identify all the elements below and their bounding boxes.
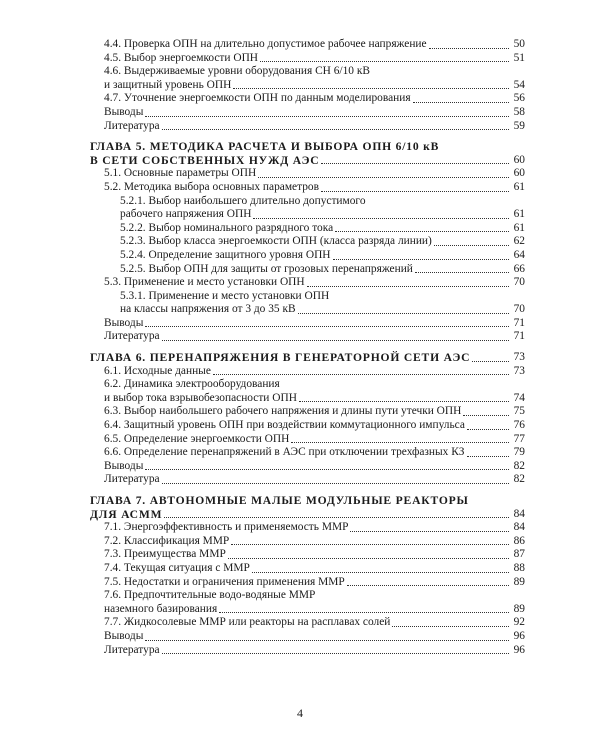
toc-entry-title: 7.1. Энергоэффективность и применяемость ММР [104, 521, 349, 534]
dot-leader [299, 401, 509, 402]
dot-leader [162, 129, 509, 130]
toc-entry-title: 5.2. Методика выбора основных параметров [104, 180, 319, 193]
toc-entry-title: 7.4. Текущая ситуация с ММР [104, 561, 250, 574]
toc-page-number: 82 [513, 459, 525, 472]
dot-leader [467, 456, 510, 457]
toc-entry-title: 6.3. Выбор наибольшего рабочего напряжения и длины пути утечки ОПН [104, 405, 462, 418]
toc-page-number: 96 [513, 643, 525, 656]
dot-leader [145, 326, 509, 327]
dot-leader [333, 259, 509, 260]
toc-entry-title: 5.3. Применение и место установки ОПН [104, 276, 305, 289]
toc-entry-title: Литература [104, 330, 160, 343]
toc-entry-title: на классы напряжения от 3 до 35 кВ [120, 303, 296, 316]
toc-page-number: 51 [513, 51, 525, 64]
dot-leader [233, 88, 509, 89]
toc-entry-title: 6.1. Исходные данные [104, 364, 211, 377]
toc-page-number: 62 [513, 235, 525, 248]
toc-page-number: 89 [513, 602, 525, 615]
toc-entry [70, 195, 525, 222]
toc-page-number: 59 [513, 119, 525, 132]
toc-entry [70, 330, 525, 344]
toc-page-number: 77 [513, 432, 525, 445]
dot-leader [162, 653, 509, 654]
toc-entry [70, 317, 525, 331]
toc-page-number: 70 [513, 303, 525, 316]
toc-page-number: 60 [513, 153, 525, 166]
toc-page-number: 71 [513, 330, 525, 343]
toc-entry [70, 52, 525, 66]
toc-entry [70, 365, 525, 379]
toc-entry-title-line: ГЛАВА 5. МЕТОДИКА РАСЧЕТА И ВЫБОРА ОПН 6/10 кВ [90, 140, 440, 154]
toc-entry [70, 630, 525, 644]
toc-entry [70, 120, 525, 134]
toc-entry [70, 276, 525, 290]
toc-entry-title: и выбор тока взрывобезопасности ОПН [104, 391, 297, 404]
toc-page-number: 73 [513, 351, 525, 364]
dot-leader [162, 483, 509, 484]
toc-entry-title: 5.2.2. Выбор номинального разрядного тока [120, 221, 334, 234]
toc-page-number: 82 [513, 473, 525, 486]
dot-leader [162, 340, 509, 341]
toc-entry-title-line: 7.6. Предпочтительные водо-водяные ММР [104, 589, 316, 602]
toc-page-number: 73 [513, 364, 525, 377]
dot-leader [321, 163, 509, 164]
toc-page-number: 84 [513, 521, 525, 534]
dot-leader [228, 558, 509, 559]
toc-page-number: 76 [513, 419, 525, 432]
toc-entry-title: Выводы [104, 316, 144, 329]
chapter-spacer [70, 487, 525, 494]
toc-entry-title: Литература [104, 643, 160, 656]
toc-entry-title: 7.5. Недостатки и ограничения применения ММР [104, 575, 345, 588]
toc-entry-title: 7.3. Преимущества ММР [104, 548, 226, 561]
dot-leader [164, 517, 509, 518]
toc-page-number: 64 [513, 248, 525, 261]
toc-entry-title: 7.7. Жидкосолевые ММР или реакторы на расплавах солей [104, 616, 391, 629]
dot-leader [231, 544, 509, 545]
toc-chapter [70, 140, 525, 167]
toc-page-number: 96 [513, 629, 525, 642]
toc-entry-title: 4.5. Выбор энергоемкости ОПН [104, 51, 259, 64]
table-of-contents [70, 38, 525, 657]
toc-entry-title: Выводы [104, 629, 144, 642]
dot-leader [321, 191, 509, 192]
toc-page-number: 74 [513, 391, 525, 404]
toc-page-number: 61 [513, 180, 525, 193]
toc-entry [70, 249, 525, 263]
toc-entry-title: и защитный уровень ОПН [104, 78, 232, 91]
toc-page-number: 54 [513, 78, 525, 91]
toc-entry [70, 433, 525, 447]
toc-page-number: 87 [513, 548, 525, 561]
toc-page-number: 58 [513, 105, 525, 118]
toc-entry [70, 589, 525, 616]
dot-leader [463, 415, 509, 416]
toc-entry-title: ДЛЯ АСММ [90, 507, 163, 521]
toc-entry-title: 7.2. Классификация ММР [104, 534, 230, 547]
chapter-spacer [70, 344, 525, 351]
toc-page-number: 61 [513, 208, 525, 221]
toc-entry [70, 576, 525, 590]
toc-entry-title: 6.5. Определение энергоемкости ОПН [104, 432, 290, 445]
toc-page-number: 60 [513, 167, 525, 180]
toc-entry-title: 4.4. Проверка ОПН на длительно допустимое рабочее напряжение [104, 38, 427, 50]
toc-entry [70, 106, 525, 120]
toc-entry-title: рабочего напряжения ОПН [120, 208, 252, 221]
toc-page-number: 66 [513, 262, 525, 275]
toc-entry-title: ГЛАВА 6. ПЕРЕНАПРЯЖЕНИЯ В ГЕНЕРАТОРНОЙ СЕТИ АЭС [90, 351, 471, 365]
toc-entry-title-line: ГЛАВА 7. АВТОНОМНЫЕ МАЛЫЕ МОДУЛЬНЫЕ РЕАКТОРЫ [90, 494, 469, 507]
toc-entry [70, 167, 525, 181]
toc-entry [70, 521, 525, 535]
toc-entry [70, 473, 525, 487]
dot-leader [347, 585, 509, 586]
dot-leader [291, 442, 509, 443]
toc-entry [70, 38, 525, 52]
dot-leader [213, 374, 509, 375]
dot-leader [307, 286, 509, 287]
toc-page-number: 61 [513, 221, 525, 234]
toc-entry-title-line: 5.2.1. Выбор наибольшего длительно допустимого [120, 194, 366, 207]
toc-entry-title: 4.7. Уточнение энергоемкости ОПН по данным моделирования [104, 92, 411, 105]
toc-chapter [70, 351, 525, 365]
dot-leader [260, 61, 509, 62]
toc-entry-title: 5.2.4. Определение защитного уровня ОПН [120, 248, 331, 261]
dot-leader [413, 102, 509, 103]
toc-entry [70, 378, 525, 405]
toc-entry-title: 6.6. Определение перенапряжений в АЭС при отключении трехфазных КЗ [104, 446, 465, 459]
toc-entry [70, 263, 525, 277]
toc-entry [70, 92, 525, 106]
toc-entry [70, 290, 525, 317]
dot-leader [415, 272, 509, 273]
toc-entry [70, 548, 525, 562]
toc-entry-title: наземного базирования [104, 602, 218, 615]
toc-entry-title-line: 4.6. Выдерживаемые уровни оборудования СН 6/10 кВ [104, 65, 370, 78]
toc-entry [70, 405, 525, 419]
dot-leader [145, 640, 509, 641]
toc-entry-title: Литература [104, 119, 160, 132]
toc-entry-title: Выводы [104, 459, 144, 472]
dot-leader [298, 313, 509, 314]
toc-page-number: 75 [513, 405, 525, 418]
toc-entry-title: 5.2.3. Выбор класса энергоемкости ОПН (класса разряда линии) [120, 235, 432, 248]
chapter-spacer [70, 133, 525, 140]
toc-entry-title: 5.2.5. Выбор ОПН для защиты от грозовых перенапряжений [120, 262, 413, 275]
toc-entry [70, 419, 525, 433]
toc-entry [70, 222, 525, 236]
toc-entry [70, 460, 525, 474]
toc-entry [70, 616, 525, 630]
page-number: 4 [297, 706, 303, 720]
toc-page-number: 71 [513, 316, 525, 329]
toc-entry [70, 235, 525, 249]
dot-leader [467, 429, 509, 430]
dot-leader [429, 48, 509, 49]
dot-leader [145, 469, 509, 470]
toc-chapter [70, 494, 525, 521]
dot-leader [434, 245, 509, 246]
toc-page-number: 79 [513, 446, 525, 459]
toc-page-number: 50 [513, 38, 525, 50]
toc-entry-title: 5.1. Основные параметры ОПН [104, 167, 257, 180]
dot-leader [472, 361, 509, 362]
toc-page-number: 84 [513, 507, 525, 520]
toc-page-number: 56 [513, 92, 525, 105]
dot-leader [145, 116, 509, 117]
toc-page-number: 92 [513, 616, 525, 629]
dot-leader [392, 626, 509, 627]
toc-entry [70, 535, 525, 549]
toc-entry [70, 644, 525, 658]
dot-leader [219, 612, 509, 613]
toc-entry-title: Литература [104, 473, 160, 486]
dot-leader [258, 177, 509, 178]
toc-entry [70, 181, 525, 195]
toc-page-number: 88 [513, 561, 525, 574]
toc-entry-title: В СЕТИ СОБСТВЕННЫХ НУЖД АЭС [90, 153, 320, 167]
toc-entry-title: Выводы [104, 105, 144, 118]
toc-page-number: 70 [513, 276, 525, 289]
toc-page-number: 89 [513, 575, 525, 588]
toc-entry [70, 65, 525, 92]
dot-leader [252, 572, 509, 573]
toc-entry [70, 562, 525, 576]
toc-entry-title: 6.4. Защитный уровень ОПН при воздействии коммутационного импульса [104, 419, 465, 432]
dot-leader [253, 218, 509, 219]
dot-leader [350, 531, 509, 532]
toc-entry-title-line: 6.2. Динамика электрооборудования [104, 378, 280, 391]
toc-entry [70, 446, 525, 460]
toc-page-number: 86 [513, 534, 525, 547]
toc-entry-title-line: 5.3.1. Применение и место установки ОПН [120, 289, 330, 302]
dot-leader [335, 231, 509, 232]
